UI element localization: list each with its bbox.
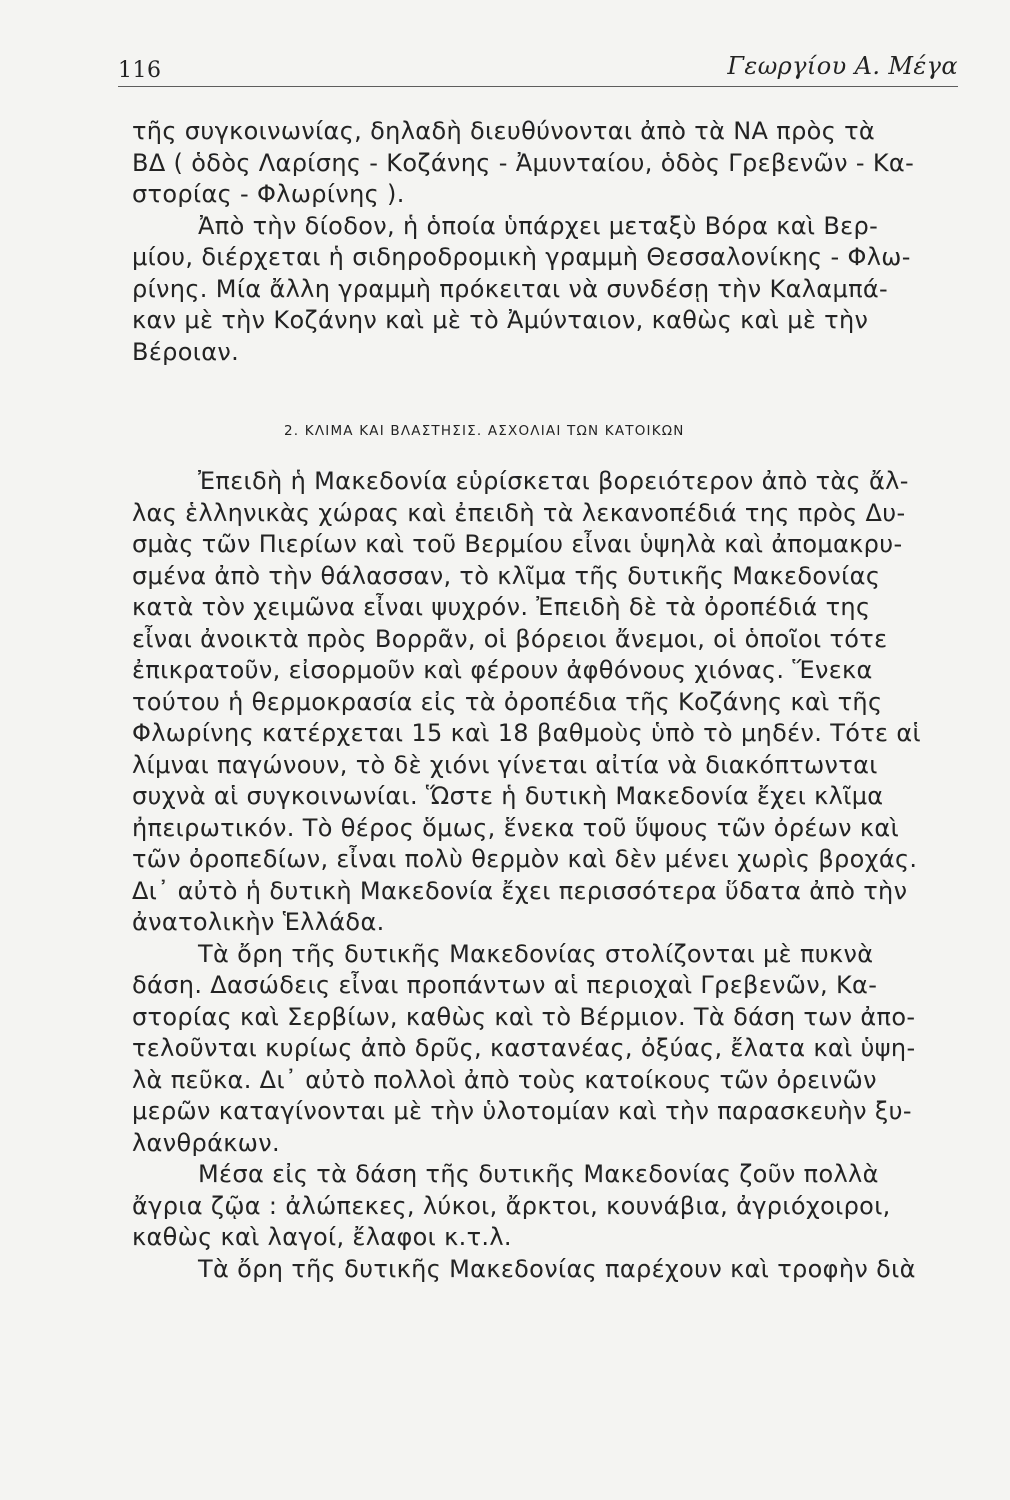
paragraph-wild-animals bbox=[132, 1159, 962, 1254]
text-line: λίμναι παγώνουν, τὸ δὲ χιόνι γίνεται αἰτία νὰ διακόπτωνται bbox=[132, 750, 878, 779]
text-line: Μέσα εἰς τὰ δάση τῆς δυτικῆς Μακεδονίας ζοῦν πολλὰ bbox=[198, 1160, 879, 1188]
text-line: ἀνατολικὴν Ἑλλάδα. bbox=[132, 908, 385, 936]
text-line: εἶναι ἀνοικτὰ πρὸς Βορρᾶν, οἱ βόρειοι ἄνεμοι, οἱ ὁποῖοι τότε bbox=[132, 624, 888, 653]
text-line: τῶν ὀροπεδίων, εἶναι πολὺ θερμὸν καὶ δὲν μένει χωρὶς βροχάς. bbox=[132, 845, 918, 873]
text-line: Τὰ ὄρη τῆς δυτικῆς Μακεδονίας στολίζονται μὲ πυκνὰ bbox=[198, 939, 874, 968]
page-number: 116 bbox=[118, 58, 162, 83]
paragraph-climate bbox=[132, 466, 962, 939]
text-line: κατὰ τὸν χειμῶνα εἶναι ψυχρόν. Ἐπειδὴ δὲ τὰ ὀροπέδιά της bbox=[132, 593, 871, 621]
text-line: λανθράκων. bbox=[132, 1128, 280, 1157]
text-line: στορίας - Φλωρίνης ). bbox=[132, 180, 405, 208]
text-line: Δι᾽ αὐτὸ ἡ δυτικὴ Μακεδονία ἔχει περισσότερα ὕδατα ἀπὸ τὴν bbox=[132, 876, 908, 905]
page-header bbox=[118, 48, 958, 88]
text-line: Τὰ ὄρη τῆς δυτικῆς Μακεδονίας παρέχουν καὶ τροφὴν διὰ bbox=[198, 1254, 916, 1283]
text-line: τούτου ἡ θερμοκρασία εἰς τὰ ὀροπέδια τῆς Κοζάνης καὶ τῆς bbox=[132, 687, 883, 716]
text-line: καθὼς καὶ λαγοί, ἔλαφοι κ.τ.λ. bbox=[132, 1223, 512, 1251]
text-line: Ἀπὸ τὴν δίοδον, ἡ ὁποία ὑπάρχει μεταξὺ Βόρα καὶ Βερ- bbox=[198, 211, 879, 240]
text-line: λας ἑλληνικὰς χώρας καὶ ἐπειδὴ τὰ λεκανοπέδιά της πρὸς Δυ- bbox=[132, 498, 906, 527]
top-text-block bbox=[132, 116, 962, 368]
text-line: ἄγρια ζῷα : ἀλώπεκες, λύκοι, ἄρκτοι, κουνάβια, ἀγριόχοιροι, bbox=[132, 1191, 891, 1220]
paragraph-road-routes bbox=[132, 116, 962, 211]
text-line: ἐπικρατοῦν, εἰσορμοῦν καὶ φέρουν ἀφθόνους χιόνας. Ἕνεκα bbox=[132, 656, 873, 684]
text-line: Φλωρίνης κατέρχεται 15 καὶ 18 βαθμοὺς ὑπὸ τὸ μηδέν. Τότε αἱ bbox=[132, 719, 921, 747]
paragraph-mountains bbox=[132, 1254, 962, 1286]
body-text-block bbox=[132, 466, 962, 1285]
text-line: τελοῦνται κυρίως ἀπὸ δρῦς, καστανέας, ὀξύας, ἔλατα καὶ ὑψη- bbox=[132, 1034, 916, 1062]
text-line: καν μὲ τὴν Κοζάνην καὶ μὲ τὸ Ἀμύνταιον, καθὼς καὶ μὲ τὴν bbox=[132, 306, 869, 334]
text-line: λὰ πεῦκα. Δι᾽ αὐτὸ πολλοὶ ἀπὸ τοὺς κατοίκους τῶν ὀρεινῶν bbox=[132, 1065, 877, 1094]
text-line: Βέροιαν. bbox=[132, 337, 240, 366]
text-line: σμένα ἀπὸ τὴν θάλασσαν, τὸ κλῖμα τῆς δυτικῆς Μακεδονίας bbox=[132, 561, 881, 590]
text-line: μερῶν καταγίνονται μὲ τὴν ὑλοτομίαν καὶ τὴν παρασκευὴν ξυ- bbox=[132, 1097, 912, 1125]
text-line: Ἐπειδὴ ἡ Μακεδονία εὑρίσκεται βορειότερον ἀπὸ τὰς ἄλ- bbox=[198, 467, 909, 495]
text-line: μίου, διέρχεται ἡ σιδηροδρομικὴ γραμμὴ Θεσσαλονίκης - Φλω- bbox=[132, 243, 911, 271]
text-line: συχνὰ αἱ συγκοινωνίαι. Ὥστε ἡ δυτικὴ Μακεδονία ἔχει κλῖμα bbox=[132, 782, 884, 810]
paragraph-railway bbox=[132, 211, 962, 369]
section-heading: 2. ΚΛΙΜΑ ΚΑΙ ΒΛΑΣΤΗΣΙΣ. ΑΣΧΟΛΙΑΙ ΤΩΝ ΚΑΤΟΙΚΩΝ bbox=[284, 423, 685, 439]
text-line: ἠπειρωτικόν. Τὸ θέρος ὅμως, ἕνεκα τοῦ ὕψους τῶν ὀρέων καὶ bbox=[132, 813, 900, 842]
paragraph-forests bbox=[132, 939, 962, 1160]
header-rule bbox=[118, 86, 958, 87]
text-line: στορίας καὶ Σερβίων, καθὼς καὶ τὸ Βέρμιον. Τὰ δάση των ἀπο- bbox=[132, 1002, 916, 1031]
text-line: τῆς συγκοινωνίας, δηλαδὴ διευθύνονται ἀπὸ τὰ ΝΑ πρὸς τὰ bbox=[132, 117, 876, 145]
running-head: Γεωργίου Α. Μέγα bbox=[727, 52, 958, 80]
text-line: ΒΔ ( ὁδὸς Λαρίσης - Κοζάνης - Ἀμυνταίου, ὁδὸς Γρεβενῶν - Κα- bbox=[132, 148, 915, 177]
text-line: ρίνης. Μία ἄλλη γραμμὴ πρόκειται νὰ συνδέσῃ τὴν Καλαμπά- bbox=[132, 274, 889, 303]
text-line: δάση. Δασώδεις εἶναι προπάντων αἱ περιοχαὶ Γρεβενῶν, Κα- bbox=[132, 971, 878, 999]
text-line: σμὰς τῶν Πιερίων καὶ τοῦ Βερμίου εἶναι ὑψηλὰ καὶ ἀπομακρυ- bbox=[132, 530, 903, 558]
